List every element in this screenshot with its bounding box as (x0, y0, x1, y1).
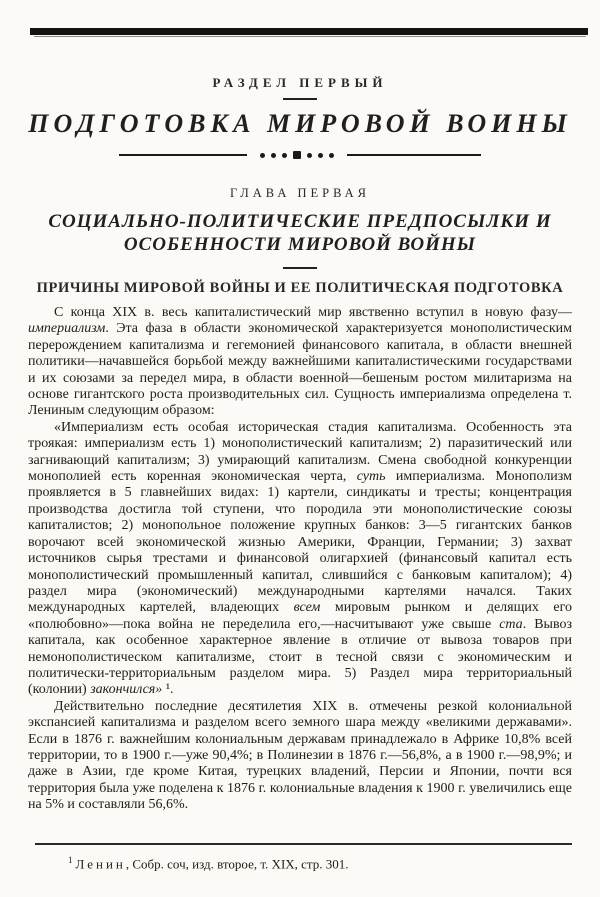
chapter-title-line1: СОЦИАЛЬНО-ПОЛИТИЧЕСКИЕ ПРЕДПОСЫЛКИ И (48, 211, 552, 232)
ornament-line-left (119, 154, 247, 156)
footnote-rule (35, 843, 572, 845)
ornament-dot (271, 153, 276, 158)
chapter-dash-divider (283, 267, 317, 269)
top-rule (30, 28, 588, 35)
footnote-author: Ленин (75, 856, 126, 872)
chapter-title-line2: ОСОБЕННОСТИ МИРОВОЙ ВОЙНЫ (123, 234, 477, 255)
page-title: ПОДГОТОВКА МИРОВОЙ ВОИНЫ (28, 109, 572, 138)
ornament-dots (257, 151, 337, 159)
chapter-title (0, 210, 600, 256)
section-subheading: ПРИЧИНЫ МИРОВОЙ ВОЙНЫ И ЕЕ ПОЛИТИЧЕСКАЯ ПОДГОТОВКА (36, 280, 564, 296)
ornament-dot-center (293, 151, 301, 159)
footnote-marker: 1 (68, 855, 73, 865)
paragraph: «Империализм есть особая историческая стадия капитализма. Особенность эта троякая: империализм есть 1) монополистический капитализм; 2) паразитический или загнивающий капитализм; 3) умирающий капитализм. Смена свободной конкуренции монополией есть коренная экономическая черта, суть империализма. Монополизм проявляется в 5 главнейших видах: 1) картели, синдикаты и тресты; концентрация производства достигла той ступени, что породила эти монополистические союзы капиталистов; 2) монопольное положение крупных банков: 3—5 гигантских банков ворочают всей экономической жизнью Америки, Франции, Германии; 3) захват источников сырья трестами и финансовой олигархией (финансовый капитал есть монополистический промышленный капитал, слившийся с банковым капиталом); 4) раздел мира (экономический) международными картелями начался. Таких международных картелей, владеющих всем мировым рынком и делящих его «полюбовно»—пока война не переделила его,—насчитывают уже свыше ста. Вывоз капитала, как особенное характерное явление в отличие от вывоза товаров при немонополистическом капитализме, стоит в тесной связи с экономическим и политически-территориальным разделом мира. 5) Раздел мира территориальный (колонии) закончился» ¹. (28, 419, 572, 698)
chapter-label: ГЛАВА ПЕРВАЯ (229, 186, 371, 200)
section-dash-divider (283, 98, 317, 100)
ornament-dot (329, 153, 334, 158)
section-label: РАЗДЕЛ ПЕРВЫЙ (212, 75, 388, 90)
ornament-dot (260, 153, 265, 158)
ornament-dot (318, 153, 323, 158)
ornament-dot (307, 153, 312, 158)
paragraph: С конца XIX в. весь капиталистический мир явственно вступил в новую фазу—империализм. Эта фаза в области экономической характеризуется монополистическим перерождением капитализма и гегемонией финансового капитала, в области внешней политики—начавшейся борьбой между важнейшими капиталистическими государствами и их союзами за передел мира, в области военной—бешеным ростом милитаризма на основе гигантского роста производительных сил. Сущность империализма определена т. Лениным следующим образом: (28, 305, 572, 419)
ornament-divider (0, 151, 600, 159)
body-text (0, 305, 600, 814)
ornament-line-right (347, 154, 481, 156)
paragraph: Действительно последние десятилетия XIX в. отмечены резкой колониальной экспансией капитализма и разделом всего земного шара между «великими державами». Если в 1876 г. важнейшим колониальным державам принадлежало в Африке 10,8% всей территории, то в 1900 г.—уже 90,4%; в Полинезии в 1876 г.—56,8%, а в 1900 г.—98,9%; и даже в Азии, где кроме Китая, турецких владений, Персии и Японии, почти вся территория была уже поделена к 1876 г. колониальные владения к 1900 г. увеличились еще на 5% и составляли 56,6%. (28, 698, 572, 813)
ornament-dot (282, 153, 287, 158)
footnote (28, 853, 572, 871)
footnote-text: , Собр. соч, изд. второе, т. XIX, стр. 301. (125, 856, 349, 872)
